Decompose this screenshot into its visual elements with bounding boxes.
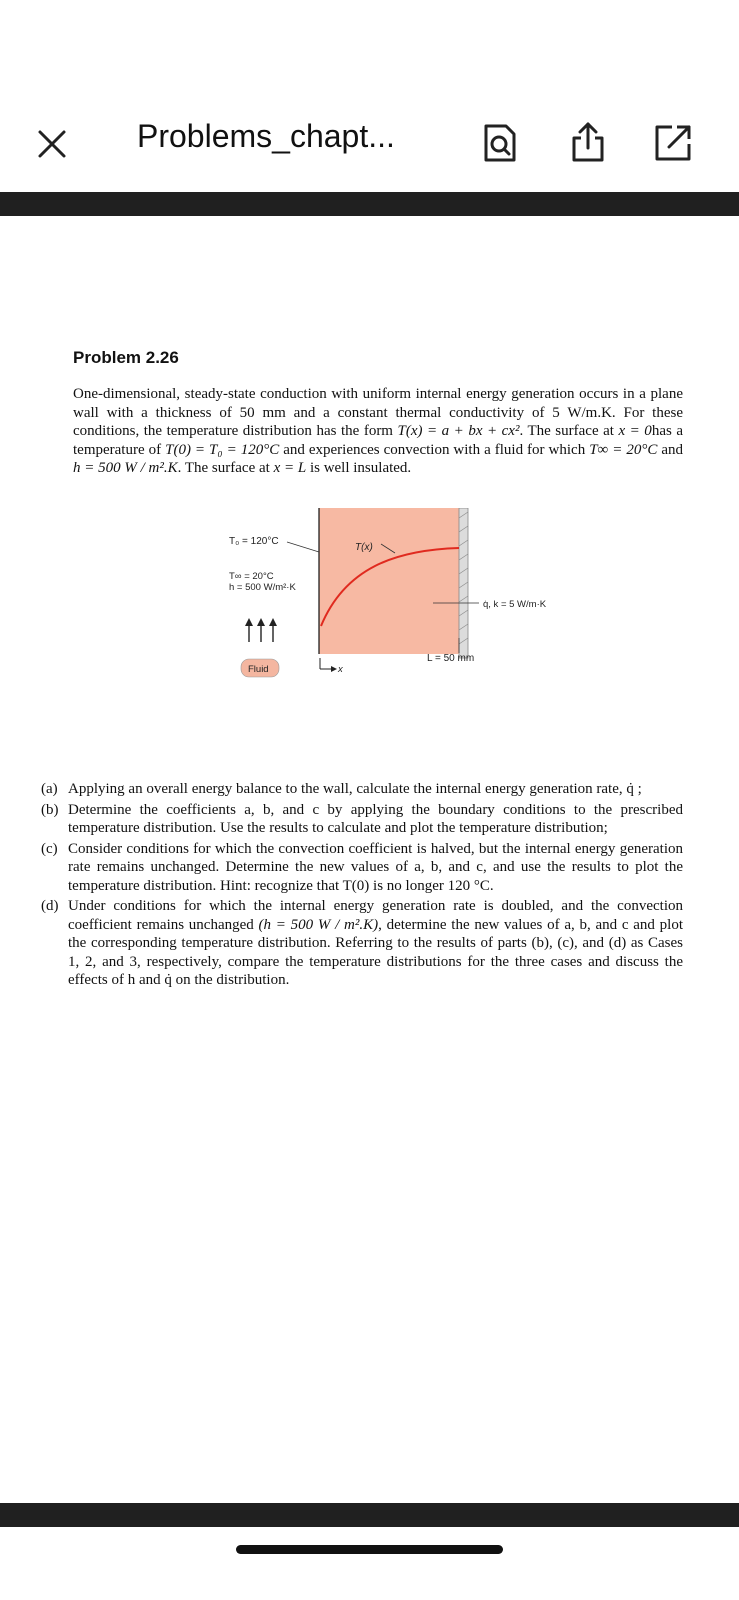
x-axis-arrow — [320, 658, 337, 672]
equation-h: h = 500 W / m².K — [73, 460, 178, 476]
intro-text-1: One-dimensional, steady-state conduction with uniform internal energy generation occurs in a plane wall with a thickness of 50 mm and a constant thermal conductivity of 5 W/m.K. For these conditions, the temperature distribution has the form — [73, 386, 683, 439]
intro-text-7: is well insulated. — [306, 460, 412, 476]
part-c — [41, 840, 683, 896]
t0-label: T₀ = 120°C — [229, 536, 279, 547]
problem-statement — [73, 385, 683, 478]
part-text: Consider conditions for which the convection coefficient is halved, but the internal energy generation rate remains unchanged. Determine the new values of a, b, and c, and use the results to plot the temperature distribution. Hint: recognize that T(0) is no longer 120 °C. — [68, 840, 683, 894]
plane-wall-diagram — [225, 508, 585, 686]
q-k-label: q̇, k = 5 W/m·K — [483, 599, 547, 610]
tinf-label: T∞ = 20°C — [229, 571, 274, 582]
intro-text-3: has a temperature of — [73, 423, 683, 458]
open-external-icon — [650, 120, 696, 166]
problem-parts — [41, 780, 683, 992]
fluid-flow-arrows — [245, 618, 277, 642]
equation-tinf: T∞ = 20°C — [589, 441, 658, 458]
page-separator-bottom — [0, 1503, 739, 1527]
search-document-icon — [476, 120, 522, 166]
document-title: Problems_chapt... — [137, 118, 395, 154]
h-label: h = 500 W/m²·K — [229, 582, 296, 593]
close-button[interactable] — [30, 122, 74, 166]
part-d — [41, 897, 683, 990]
intro-text-2: . The surface at — [519, 423, 619, 439]
equation-temperature-distribution: T(x) = a + bx + cx² — [397, 423, 520, 439]
wall-body — [319, 508, 459, 654]
part-b — [41, 801, 683, 838]
equation-h-unchanged: (h = 500 W / m².K) — [258, 916, 379, 933]
home-indicator[interactable] — [236, 1545, 503, 1554]
equation-xl: x = L — [273, 460, 307, 476]
share-icon — [565, 120, 611, 166]
l-label: L = 50 mm — [427, 653, 475, 664]
part-label: (b) — [41, 801, 59, 818]
x-label: x — [338, 664, 343, 675]
equation-x0: x = 0 — [618, 423, 652, 439]
part-label: (d) — [41, 898, 59, 914]
part-text: Determine the coefficients a, b, and c by applying the boundary conditions to the prescribed temperature distribution. Use the results to calculate and plot the temperature distribution; — [68, 801, 683, 836]
share-button[interactable] — [565, 120, 611, 166]
part-text: Under conditions for which the internal energy generation rate is doubled, and the convection coefficient remains unchanged — [68, 898, 683, 933]
intro-text-4: and experiences convection with a fluid for which — [279, 441, 590, 458]
part-text-continued: , determine the new values of a, b, and c and plot the corresponding temperature distribution. Referring to the results of parts (b), (c), and (d) as Cases 1, 2, and 3, respectively, compare the temperature distributions for the three cases and discuss the effects of h and q̇ on the distribution. — [68, 916, 684, 988]
intro-text-6: . The surface at — [177, 460, 274, 476]
part-a — [41, 780, 683, 799]
close-icon — [30, 122, 74, 166]
part-text: Applying an overall energy balance to the wall, calculate the internal energy generation rate, q̇ ; — [68, 781, 642, 797]
problem-title: Problem 2.26 — [73, 348, 179, 367]
tx-label: T(x) — [355, 542, 373, 553]
equation-t0: T(0) = T₀ = 120°C — [165, 441, 280, 458]
fluid-label: Fluid — [248, 664, 269, 675]
search-document-button[interactable] — [476, 120, 522, 166]
intro-text-5: and — [657, 441, 684, 458]
part-label: (a) — [41, 781, 58, 797]
open-external-button[interactable] — [650, 120, 696, 166]
part-label: (c) — [41, 840, 58, 857]
page-separator-top — [0, 192, 739, 216]
